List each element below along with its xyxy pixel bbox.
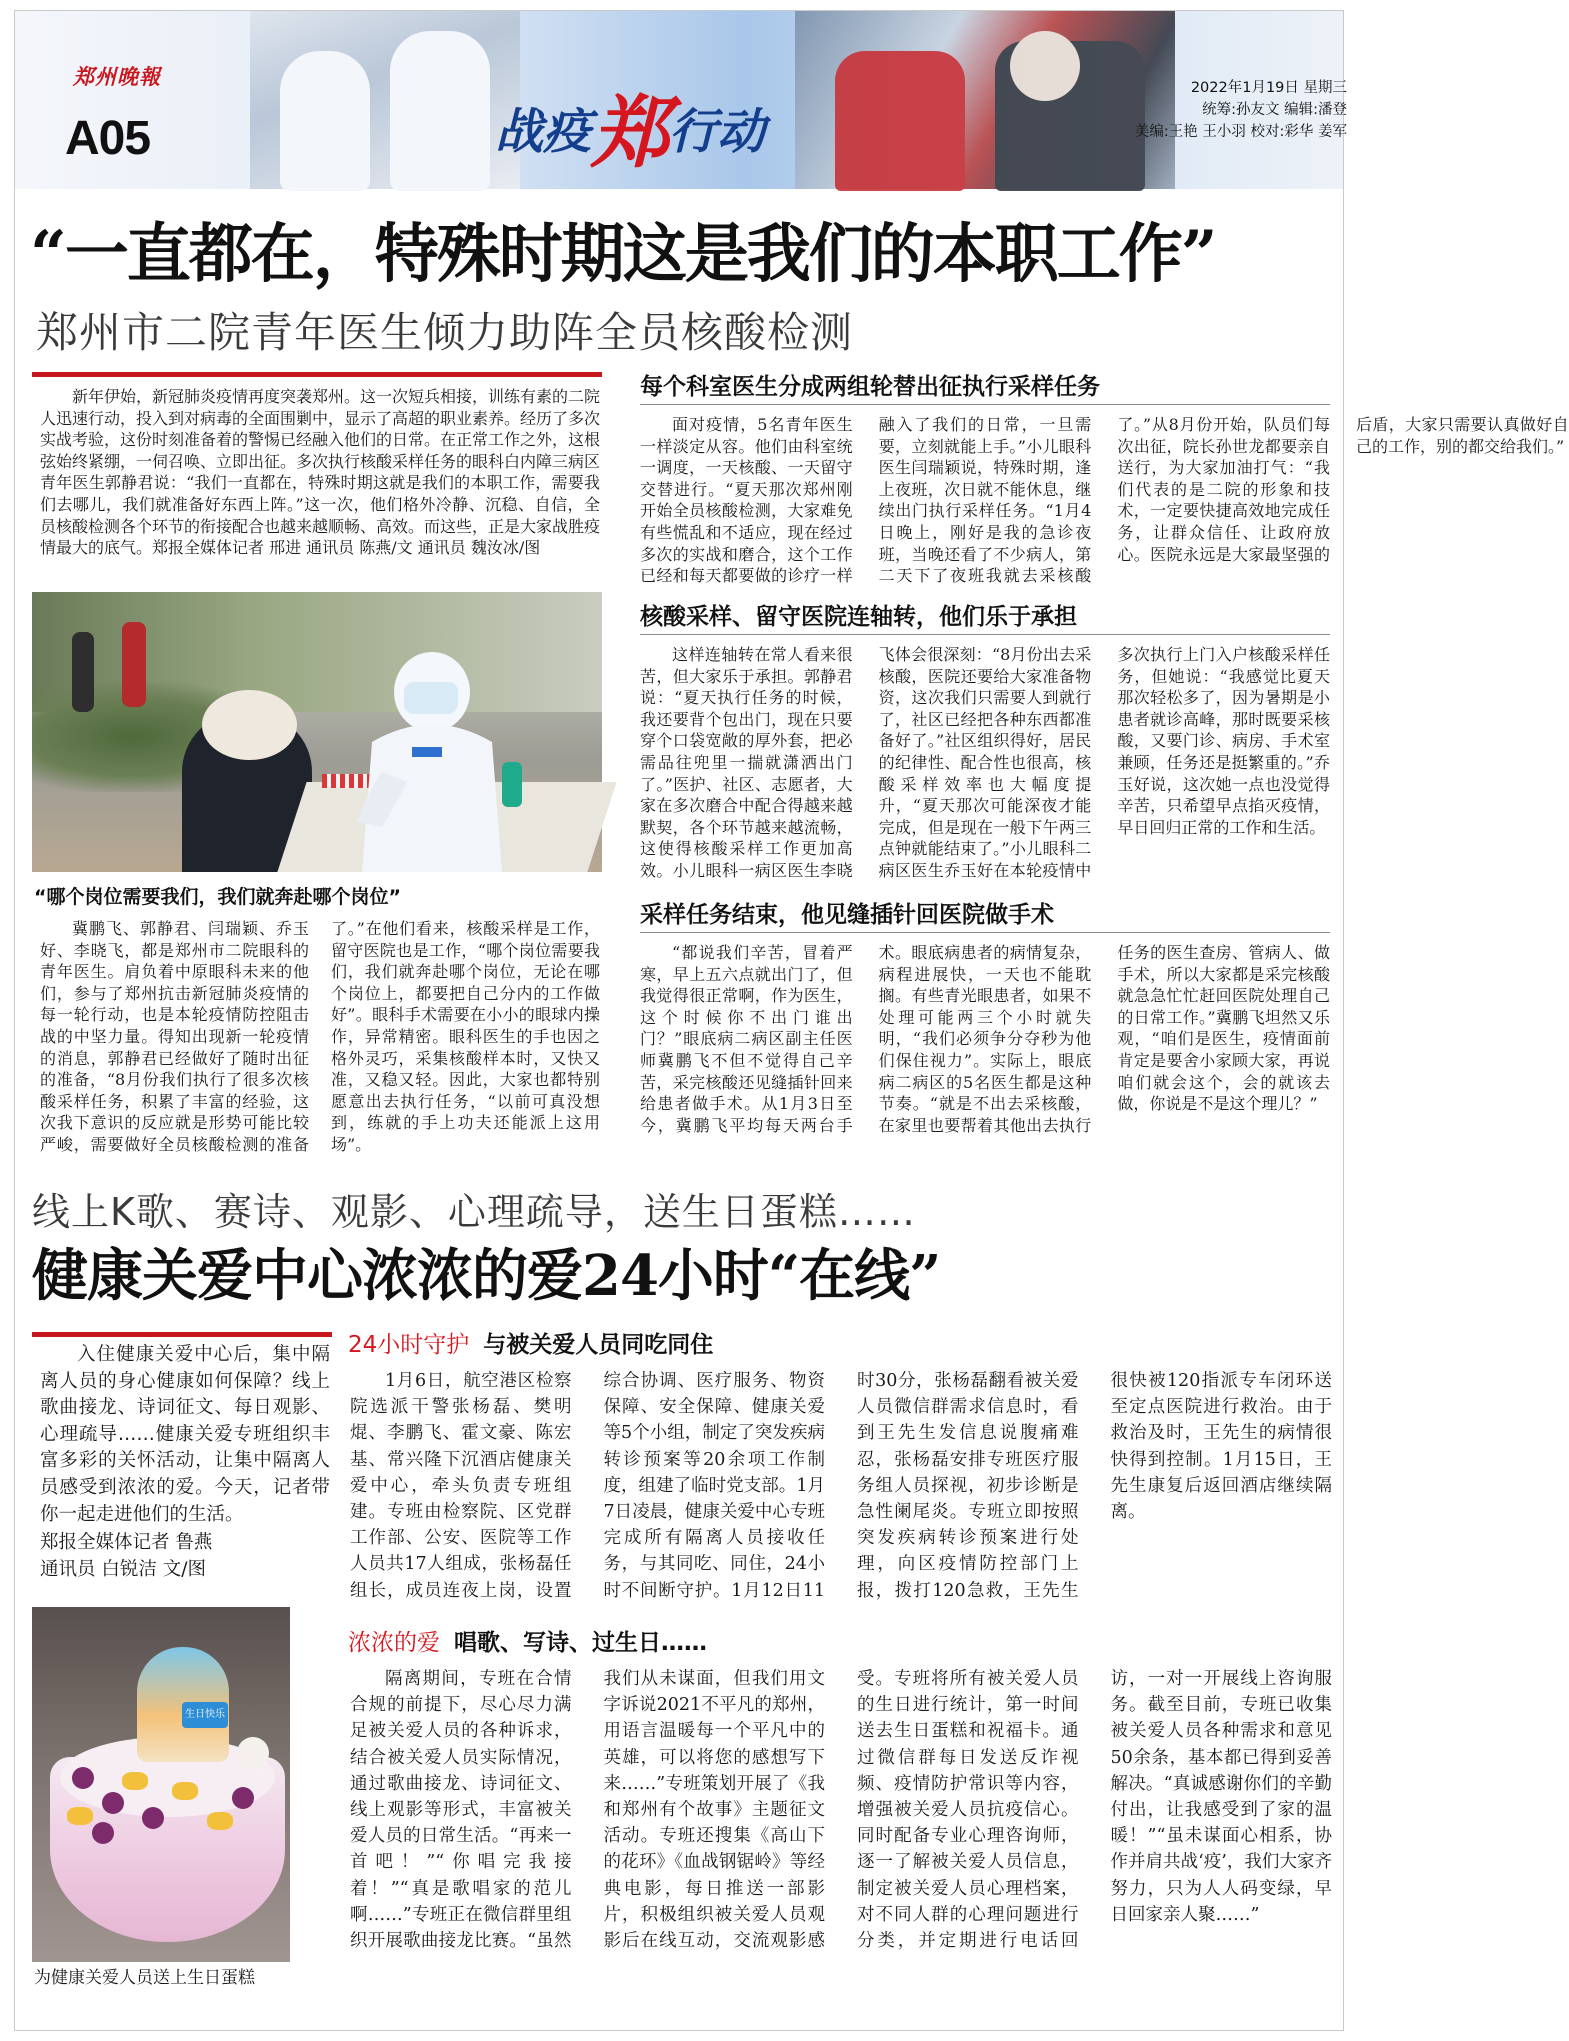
edition-info xyxy=(1115,77,1347,143)
story1-section-b-title: 核酸采样、留守医院连轴转，他们乐于承担 xyxy=(640,604,1077,630)
story2-section-b-title: 唱歌、写诗、过生日…… xyxy=(454,1630,707,1656)
column-title xyxy=(495,71,765,183)
story2-photo-birthday-cake xyxy=(32,1607,290,1962)
story1-photo-caption: “哪个岗位需要我们，我们就奔赴哪个岗位” xyxy=(34,886,401,908)
story1-lead-rule xyxy=(32,372,602,377)
story1-section-c-rule xyxy=(640,932,1330,933)
story1-left-body: 冀鹏飞、郭静君、闫瑞颖、乔玉好、李晓飞，都是郑州市二院眼科的青年医生。肩负着中原眼科未来的他们，参与了郑州抗击新冠肺炎疫情的每一轮行动，也是本轮疫情防控阻击战的中坚力量。得知出现新一轮疫情的消息，郭静君已经做好了随时出征的准备，“8月份我们执行了很多次核酸采样任务，积累了丰富的经验，这次我下意识的反应就是形势可能比较严峻，需要做好全员核酸检测的准备了。”在他们看来，核酸采样是工作，留守医院也是工作，“哪个岗位需要我们，我们就奔赴哪个岗位，无论在哪个岗位上，都要把自己分内的工作做好”。眼科手术需要在小小的眼球内操作，异常精密。眼科医生的手也因之格外灵巧，采集核酸样本时，又快又准，又稳又轻。因此，大家也都特别愿意出去执行任务，“以前可真没想到，练就的手上功夫还能派上这用场”。 xyxy=(40,919,600,1154)
story1-section-b-body: 这样连轴转在常人看来很苦，但大家乐于承担。郭静君说：“夏天执行任务的时候，我还要背个包出门，现在只要穿个口袋宽敞的厚外套，把必需品往兜里一揣就潇洒出门了。”医护、社区、志愿者，大家在多次磨合中配合得越来越默契，各个环节越来越流畅，这使得核酸采样工作更加高效。小儿眼科一病区医生李晓飞体会很深刻：“8月份出去采核酸，医院还要给大家准备物资，这次我们只需要人到就行了，社区已经把各种东西都准备好了。”社区组织得好，居民的纪律性、配合性也很高，核酸采样效率也大幅度提升，“夏天那次可能深夜才能完成，但是现在一般下午两三点钟就能结束了。”小儿眼科二病区医生乔玉好在本轮疫情中多次执行上门入户核酸采样任务，但她说：“我感觉比夏天那次轻松多了，因为暑期是小患者就诊高峰，那时既要采核酸，又要门诊、病房、手术室兼顾，任务还是挺繁重的。”乔玉好说，这次她一点也没觉得辛苦，只希望早点掐灭疫情，早日回归正常的工作和生活。 xyxy=(640,645,1330,880)
editors-credit: 统筹:孙友文 编辑:潘登 xyxy=(1202,102,1347,118)
story1-section-a-rule xyxy=(640,404,1330,405)
issue-date: 2022年1月19日 星期三 xyxy=(1190,80,1347,96)
story2-headline: 健康关爱中心浓浓的爱24小时“在线” xyxy=(32,1243,941,1309)
story1-subheadline: 郑州市二院青年医生倾力助阵全员核酸检测 xyxy=(36,308,854,357)
story2-section-b-heading xyxy=(348,1628,707,1658)
story2-photo-caption: 为健康关爱人员送上生日蛋糕 xyxy=(34,1968,255,1988)
story2-section-b-tag: 浓浓的爱 xyxy=(348,1630,440,1656)
page-number: A05 xyxy=(65,112,151,165)
story2-section-a-tag: 24小时守护 xyxy=(348,1332,470,1358)
masthead-photo-medical-staff xyxy=(250,11,520,189)
story1-section-a-title: 每个科室医生分成两组轮替出征执行采样任务 xyxy=(640,374,1100,400)
story1-section-b-rule xyxy=(640,634,1330,635)
story1-headline: “一直都在，特殊时期这是我们的本职工作” xyxy=(30,217,1216,292)
story2-section-a-title: 与被关爱人员同吃同住 xyxy=(483,1332,714,1358)
story2-section-b-body: 隔离期间，专班在合情合规的前提下，尽心尽力满足被关爱人员的各种诉求，结合被关爱人员实际情况，通过歌曲接龙、诗词征文、线上观影等形式，丰富被关爱人员的日常生活。“再来一首吧！”“你唱完我接着！”“真是歌唱家的范儿啊……”专班正在微信群里组织开展歌曲接龙比赛。“虽然我们从未谋面，但我们用文字诉说2021不平凡的郑州，用语言温暖每一个平凡中的英雄，可以将您的感想写下来……”专班策划开展了《我和郑州有个故事》主题征文活动。专班还搜集《高山下的花环》《血战钢锯岭》等经典电影，每日推送一部影片，积极组织被关爱人员观影后在线互动，交流观影感受。专班将所有被关爱人员的生日进行统计，第一时间送去生日蛋糕和祝福卡。通过微信群每日发送反诈视频、疫情防护常识等内容，增强被关爱人员抗疫信心。同时配备专业心理咨询师，逐一了解被关爱人员信息，制定被关爱人员心理档案，对不同人群的心理问题进行分类，并定期进行电话回访，一对一开展线上咨询服务。截至目前，专班已收集被关爱人员各种需求和意见50余条，基本都已得到妥善解决。“真诚感谢你们的辛勤付出，让我感受到了家的温暖！”“虽未谋面心相系，协作并肩共战‘疫’，我们大家齐努力，只为人人码变绿，早日回家亲人聚……” xyxy=(350,1669,1332,1952)
newspaper-logo: 郑州晚報 xyxy=(73,64,161,89)
column-title-part-2: 郑 xyxy=(591,88,670,179)
story2-section-a-body: 1月6日，航空港区检察院选派干警张杨磊、樊明焜、李鹏飞、霍文豪、陈宏基、常兴隆下沉酒店健康关爱中心，牵头负责专班组建。专班由检察院、区党群工作部、公安、医院等工作人员共17人组成，张杨磊任组长，成员连夜上岗，设置综合协调、医疗服务、物资保障、安全保障、健康关爱等5个小组，制定了突发疾病转诊预案等20余项工作制度，组建了临时党支部。1月7日凌晨，健康关爱中心专班完成所有隔离人员接收任务，与其同吃、同住，24小时不间断守护。1月12日11时30分，张杨磊翻看被关爱人员微信群需求信息时，看到王先生发信息说腹痛难忍，张杨磊安排专班医疗服务组人员探视，初步诊断是急性阑尾炎。专班立即按照突发疾病转诊预案进行处理，向区疫情防控部门上报，拨打120急救，王先生很快被120指派专车闭环送至定点医院进行救治。由于救治及时，王先生的病情很快得到控制。1月15日，王先生康复后返回酒店继续隔离。 xyxy=(350,1371,1332,1601)
story1-section-c-body: “都说我们辛苦，冒着严寒，早上五六点就出门了，但我觉得很正常啊，作为医生，这个时候你不出门谁出门？”眼底病二病区副主任医师冀鹏飞不但不觉得自己辛苦，采完核酸还见缝插针回来给患者做手术。从1月3日至今，冀鹏飞平均每天两台手术。眼底病患者的病情复杂，病程进展快，一天也不能耽搁。有些青光眼患者，如果不处理可能两三个小时就失明，“我们必须争分夺秒为他们保住视力”。实际上，眼底病二病区的5名医生都是这种节奏。“就是不出去采核酸，在家里也要帮着其他出去执行任务的医生查房、管病人、做手术，所以大家都是采完核酸就急急忙忙赶回医院处理自己的日常工作。”冀鹏飞坦然又乐观，“咱们是医生，疫情面前肯定是要舍小家顾大家，再说咱们就会这个，会的就该去做，你说是不是这个理儿？” xyxy=(640,943,1330,1135)
story1-section-c-title: 采样任务结束，他见缝插针回医院做手术 xyxy=(640,902,1054,928)
designers-credit: 美编:王艳 王小羽 校对:彩华 姜军 xyxy=(1134,124,1347,140)
column-title-part-3: 行动 xyxy=(669,104,766,160)
story1-lead: 新年伊始，新冠肺炎疫情再度突袭郑州。这一次短兵相接，训练有素的二院人迅速行动，投入到对病毒的全面围剿中，显示了高超的职业素养。经历了多次实战考验，这份时刻准备着的警惕已经融入他们的日常。在正常工作之外，这根弦始终紧绷，一伺召唤、立即出征。多次执行核酸采样任务的眼科白内障三病区青年医生郭静君说：“我们一直都在，特殊时期这就是我们的本职工作，需要我们去哪儿，我们就准备好东西上阵。”这一次，他们格外冷静、沉稳、自信，全员核酸检测各个环节的衔接配合也越来越顺畅、高效。而这些，正是大家战胜疫情最大的底气。郑报全媒体记者 邢进 通讯员 陈燕/文 通讯员 魏汝冰/图 xyxy=(40,387,601,558)
column-title-part-1: 战疫 xyxy=(495,104,592,160)
story1-photo-nucleic-acid-sampling xyxy=(32,592,602,872)
story2-byline: 郑报全媒体记者 鲁燕 通讯员 白锐洁 文/图 xyxy=(40,1532,213,1580)
cake-topper-badge: 生日快乐 xyxy=(182,1702,228,1728)
story1-section-a-body: 面对疫情，5名青年医生一样淡定从容。他们由科室统一调度，一天核酸、一天留守交替进行。“夏天那次郑州刚开始全员核酸检测，大家难免有些慌乱和不适应，现在经过多次的实战和磨合，这个工作已经和每天都要做的诊疗一样融入了我们的日常，一旦需要，立刻就能上手。”小儿眼科医生闫瑞颖说，特殊时期，逢上夜班，次日就不能休息，继续出门执行采样任务。“1月4日晚上，刚好是我的急诊夜班，当晚还看了不少病人，第二天下了夜班我就去采核酸了。”从8月份开始，队员们每次出征，院长孙世龙都要亲自送行，为大家加油打气：“我们代表的是二院的形象和技术，一定要快捷高效地完成任务，让群众信任、让政府放心。医院永远是大家最坚强的后盾，大家只需要认真做好自己的工作，别的都交给我们。” xyxy=(640,415,1569,586)
story2-intro: 入住健康关爱中心后，集中隔离人员的身心健康如何保障？线上歌曲接龙、诗词征文、每日观影、心理疏导……健康关爱专班组织丰富多彩的关怀活动，让集中隔离人员感受到浓浓的爱。今天，记者带你一起走进他们的生活。 xyxy=(40,1344,330,1525)
story2-intro-rule xyxy=(32,1332,332,1337)
story2-kicker: 线上K歌、赛诗、观影、心理疏导，送生日蛋糕…… xyxy=(32,1190,916,1234)
masthead-banner xyxy=(15,11,1347,189)
story2-section-a-heading xyxy=(348,1330,713,1360)
